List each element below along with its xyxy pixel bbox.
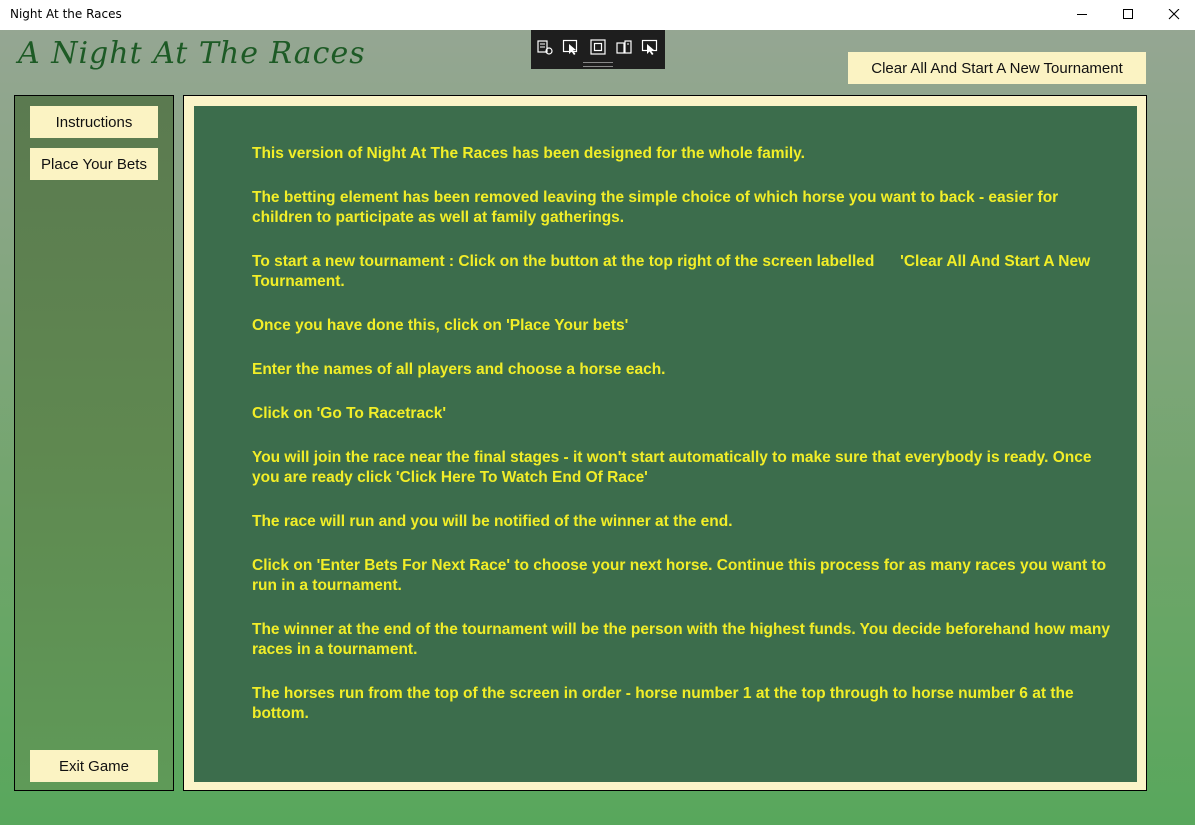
- instruction-paragraph: To start a new tournament : Click on the button at the top right of the screen labelled 'Clear All And Start A New Tournament.: [252, 253, 1095, 290]
- close-button[interactable]: [1151, 0, 1195, 30]
- instructions-panel: [194, 106, 1137, 782]
- instruction-paragraph: Click on 'Go To Racetrack': [252, 405, 446, 422]
- debug-toolbar: [531, 30, 665, 69]
- sidebar: [14, 95, 174, 791]
- content-frame: [183, 95, 1147, 791]
- instruction-paragraph: The winner at the end of the tournament will be the person with the highest funds. You decide beforehand how many races in a tournament.: [252, 621, 1115, 658]
- instruction-paragraph: The betting element has been removed leaving the simple choice of which horse you want to back - easier for children to participate as well at family gatherings.: [252, 189, 1063, 226]
- select-element-icon[interactable]: [562, 38, 580, 56]
- instructions-button[interactable]: Instructions: [30, 106, 158, 138]
- display-layout-adorners-icon[interactable]: [589, 38, 607, 56]
- new-tournament-button[interactable]: Clear All And Start A New Tournament: [848, 52, 1146, 84]
- minimize-icon: [1076, 9, 1088, 21]
- maximize-button[interactable]: [1105, 0, 1151, 30]
- instruction-paragraph: The horses run from the top of the screen in order - horse number 1 at the top through to horse number 6 at the bottom.: [252, 685, 1078, 722]
- instructions-text: [252, 144, 1117, 748]
- minimize-button[interactable]: [1059, 0, 1105, 30]
- instruction-paragraph: This version of Night At The Races has been designed for the whole family.: [252, 145, 805, 162]
- close-icon: [1168, 9, 1180, 21]
- instruction-paragraph: You will join the race near the final stages - it won't start automatically to make sure that everybody is ready. Once you are ready click 'Click Here To Watch End Of Race': [252, 449, 1096, 486]
- instruction-paragraph: Click on 'Enter Bets For Next Race' to choose your next horse. Continue this process for as many races you want to run in a tournament.: [252, 557, 1111, 594]
- track-focus-icon[interactable]: [615, 38, 633, 56]
- exit-game-button[interactable]: Exit Game: [30, 750, 158, 782]
- app-title: A Night At The Races: [18, 36, 366, 71]
- toolbar-grip[interactable]: [583, 62, 613, 67]
- live-visual-tree-icon[interactable]: [536, 38, 554, 56]
- instruction-paragraph: Once you have done this, click on 'Place Your bets': [252, 317, 629, 334]
- instruction-paragraph: The race will run and you will be notified of the winner at the end.: [252, 513, 733, 530]
- window-title: Night At the Races: [10, 7, 122, 21]
- hot-reload-icon[interactable]: [641, 38, 659, 56]
- maximize-icon: [1122, 9, 1134, 21]
- place-your-bets-button[interactable]: Place Your Bets: [30, 148, 158, 180]
- instruction-paragraph: Enter the names of all players and choose a horse each.: [252, 361, 666, 378]
- window-titlebar: [0, 0, 1195, 30]
